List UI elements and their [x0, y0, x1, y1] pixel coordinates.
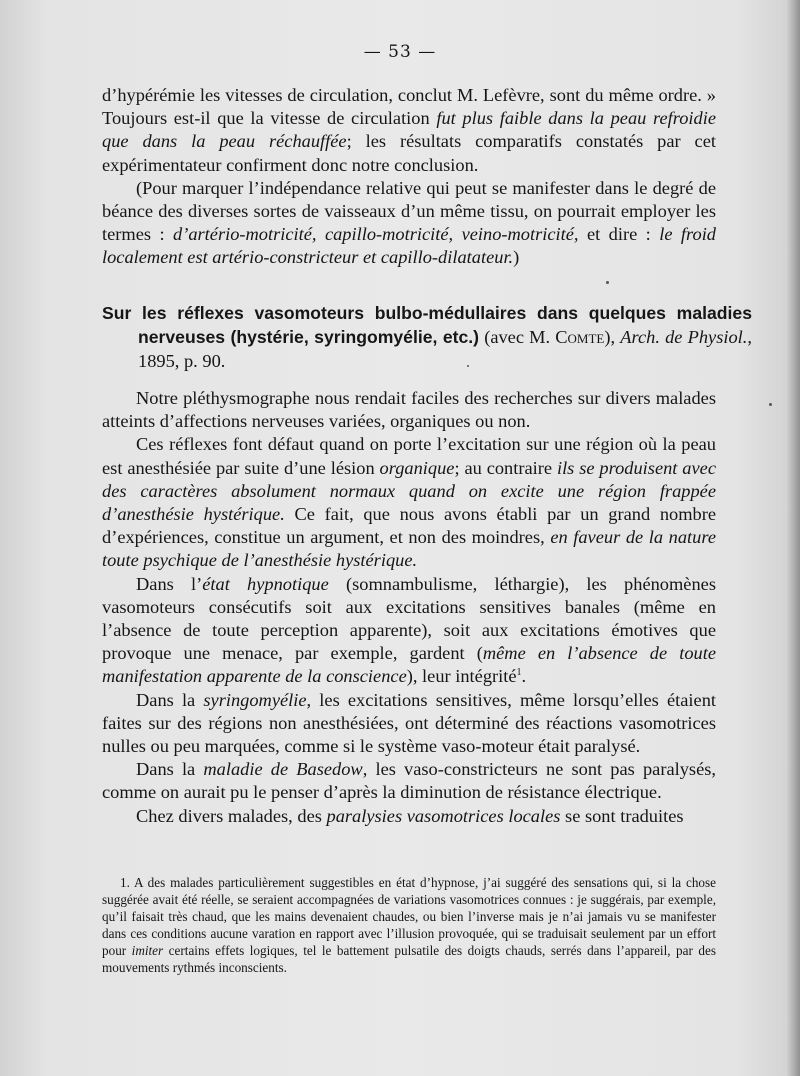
text-block-main — [102, 387, 716, 828]
scan-speck — [769, 403, 772, 406]
paragraph-5: Dans l’état hypnotique (somnambulisme, léthargie), les phénomènes vasomoteurs consécutifs soit aux excitations sensitives banales (même en l’absence de toute perception apparente), soit aux excitations émotives que provoque une menace, par exemple, gardent (même en l’absence de toute manifestation apparente de la conscience), leur intégrité$^1$. — [102, 573, 716, 687]
paragraph-7: Dans la maladie de Basedow, les vaso-constricteurs ne sont pas paralysés, comme on aurait pu le penser d’après la diminution de résistance électrique. — [102, 759, 716, 803]
page-spine-shadow — [786, 0, 800, 1076]
footnote-1: 1. A des malades particulièrement suggestibles en état d’hypnose, j’ai suggéré des sensations qui, si la chose suggérée avait été réelle, se seraient accompagnées de variations vasomotrices connues : je suggérais, par exemple, qu’il faisait très chaud, que les mains devenaient chaudes, ou bien l’inverse mais je n’ai jamais vu se manifester dans ces conditions aucune varation en rapport avec l’illusion provoquée, qui se traduisait seulement par un effort pour imiter certains effets logiques, tel le battement pulsatile des doigts chauds, serrés dans l’appareil, par des mouvements rythmés inconscients. — [102, 875, 716, 975]
footnote-ref: 1 — [516, 667, 522, 679]
paragraph-4: Ces réflexes font défaut quand on porte l’excitation sur une région où la peau est anesthésiée par suite d’une lésion organique; au contraire ils se produisent avec des caractères absolument normaux quand on excite une région frappée d’anesthésie hystérique. Ce fait, que nous avons établi par un grand nombre d’expériences, constitue un argument, et non des moindres, en faveur de la nature toute psychique de l’anesthésie hystérique. — [102, 434, 717, 571]
section-heading: Sur les réflexes vasomoteurs bulbo-médullaires dans quelques maladies nerveuses (hystérie, syringomyélie, etc.) (avec M. Comte), Arch. de Physiol., 1895, p. 90. — [102, 303, 752, 371]
footnote-block — [102, 874, 716, 976]
paragraph-6: Dans la syringomyélie, les excitations sensitives, même lorsqu’elles étaient faites sur des régions non anesthésiées, ont déterminé des réactions vasomotrices nulles ou peu marquées, comme si le système vaso-moteur était paralysé. — [102, 689, 716, 757]
paragraph-2: (Pour marquer l’indépendance relative qui peut se manifester dans le degré de béance des diverses sortes de vaisseaux d’un même tissu, on pourrait employer les termes : d’artério-motricité, capillo-motricité, veino-motricité, et dire : le froid localement est artério-constricteur et capillo-dilatateur.) — [102, 177, 717, 268]
text-block-top — [102, 84, 716, 270]
paragraph-3: Notre pléthysmographe nous rendait faciles des recherches sur divers malades atteints d’affections nerveuses variées, organiques ou non. — [102, 388, 716, 432]
coauthor-name: Comte — [555, 327, 605, 347]
page-number: — 53 — — [363, 42, 437, 62]
section-title: Sur les réflexes vasomoteurs bulbo-médullaires dans quelques maladies nerveuses (hystérie, syringomyélie, etc.) — [102, 303, 752, 347]
paragraph-8: Chez divers malades, des paralysies vasomotrices locales se sont traduites — [136, 805, 684, 826]
paragraph-1: d’hypérémie les vitesses de circulation, conclut M. Lefèvre, sont du même ordre. » Toujours est-il que la vitesse de circulation fut plus faible dans la peau refroidie que dans la peau réchauffée; les résultats comparatifs constatés par cet expérimentateur confirment donc notre conclusion. — [102, 85, 717, 175]
journal-name: Arch. de Physiol. — [620, 327, 748, 347]
scan-speck — [606, 281, 609, 284]
